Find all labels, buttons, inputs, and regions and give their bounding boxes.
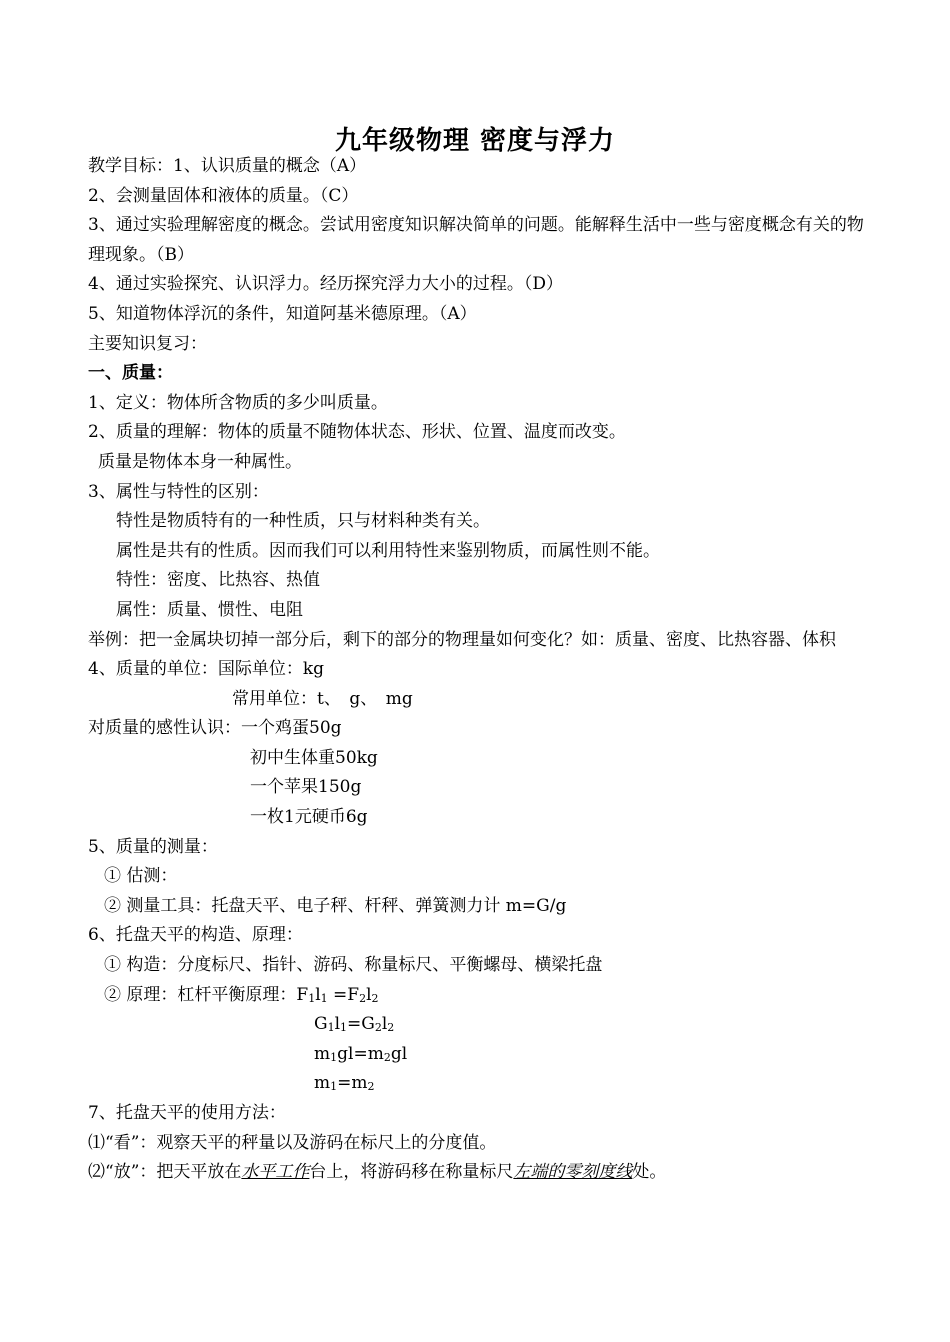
text-span: ② 原理：杠杆平衡原理： bbox=[104, 984, 297, 1005]
objective-line: 教学目标：1、认识质量的概念（A） bbox=[88, 156, 367, 176]
text-line: 初中生体重50kg bbox=[250, 747, 378, 768]
formula-line bbox=[88, 981, 878, 1011]
text-line: 4、质量的单位：国际单位：kg bbox=[88, 659, 324, 680]
objective-line: 2、会测量固体和液体的质量。（C） bbox=[88, 185, 359, 206]
document-title: 九年级物理 密度与浮力 bbox=[334, 126, 616, 156]
text-line: 2、质量的理解：物体的质量不随物体状态、形状、位置、温度而改变。 bbox=[88, 422, 626, 443]
text-line: 5、质量的测量： bbox=[88, 836, 218, 857]
emphasis-text: 水平工作 bbox=[241, 1162, 310, 1183]
text-line: ② 测量工具：托盘天平、电子秤、杆秤、弹簧测力计 m=G/g bbox=[104, 895, 567, 916]
text-line: 对质量的感性认识：一个鸡蛋50g bbox=[88, 718, 342, 739]
objective-line: 4、通过实验探究、认识浮力。经历探究浮力大小的过程。（D） bbox=[88, 274, 563, 295]
text-line: ⑴“看”：观察天平的秤量以及游码在标尺上的分度值。 bbox=[88, 1132, 497, 1153]
review-heading: 主要知识复习： bbox=[88, 333, 207, 354]
text-line: 1、定义：物体所含物质的多少叫质量。 bbox=[88, 392, 388, 413]
text-line: 质量是物体本身一种属性。 bbox=[98, 451, 302, 472]
text-line: ⑵“放”：把天平放在水平工作台上，将游码移在称量标尺左端的零刻度线处。 bbox=[88, 1162, 667, 1183]
text-line: 常用单位：t、 g、 mg bbox=[232, 688, 413, 709]
text-line: 一个苹果150g bbox=[250, 777, 362, 798]
text-line: 属性：质量、惯性、电阻 bbox=[116, 599, 303, 620]
section-heading: 一、质量： bbox=[88, 363, 173, 384]
objective-line: 5、知道物体浮沉的条件，知道阿基米德原理。（A） bbox=[88, 303, 477, 324]
document-body bbox=[88, 152, 878, 1188]
text-line: ① 构造：分度标尺、指针、游码、称量标尺、平衡螺母、横梁托盘 bbox=[104, 955, 603, 976]
text-line: 6、托盘天平的构造、原理： bbox=[88, 925, 303, 946]
objective-line: 3、通过实验理解密度的概念。尝试用密度知识解决简单的问题。能解释生活中一些与密度概念有关的物理现象。（B） bbox=[88, 215, 864, 265]
formula-line: $m_1=m_2$ bbox=[314, 1073, 375, 1094]
formula-line: $G_1l_1=G_2l_2$ bbox=[314, 1014, 395, 1035]
formula-line: $m_1gl=m_2gl$ bbox=[314, 1043, 408, 1064]
text-line: ① 估测： bbox=[104, 866, 178, 887]
text-line: 一枚1元硬币6g bbox=[250, 807, 368, 828]
text-line: 举例：把一金属块切掉一部分后，剩下的部分的物理量如何变化？如：质量、密度、比热容器、体积 bbox=[88, 629, 836, 650]
text-line: 3、属性与特性的区别： bbox=[88, 481, 269, 502]
text-line: 特性：密度、比热容、热值 bbox=[116, 570, 320, 591]
text-line: 特性是物质特有的一种性质，只与材料种类有关。 bbox=[116, 511, 490, 532]
text-line: 属性是共有的性质。因而我们可以利用特性来鉴别物质，而属性则不能。 bbox=[116, 540, 660, 561]
text-line: 7、托盘天平的使用方法： bbox=[88, 1103, 286, 1123]
emphasis-text: 左端的零刻度线 bbox=[513, 1162, 633, 1183]
formula: $F_1l_1 =F_2l_2$ bbox=[296, 984, 379, 1005]
